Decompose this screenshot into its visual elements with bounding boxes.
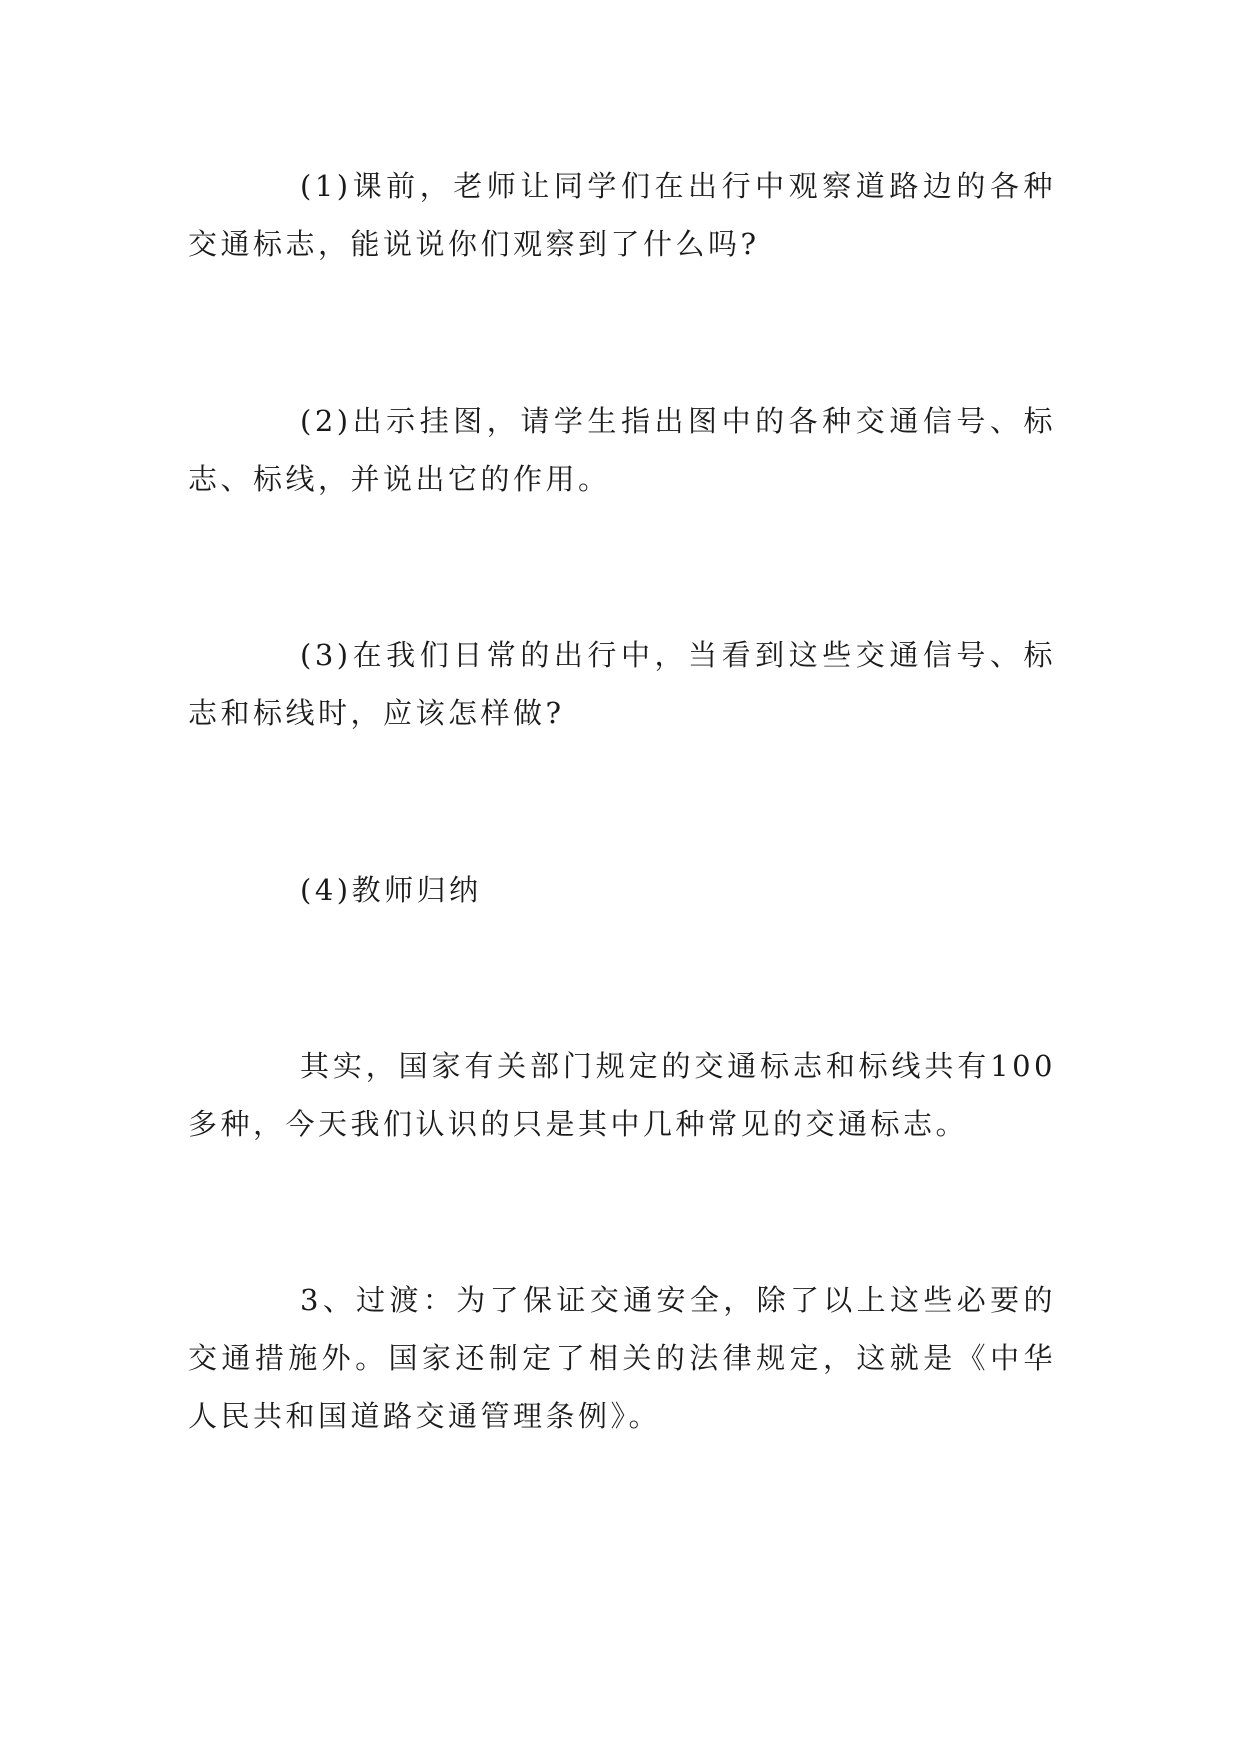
paragraph-observe-signs: (1)课前，老师让同学们在出行中观察道路边的各种交通标志，能说说你们观察到了什么吗? [188,169,1056,261]
paragraph-teacher-summary: (4)教师归纳 [300,873,482,907]
paragraph-sign-count: 其实，国家有关部门规定的交通标志和标线共有100多种，今天我们认识的只是其中几种常见的交通标志。 [188,1049,1056,1141]
paragraph-transition: 3、过渡：为了保证交通安全，除了以上这些必要的交通措施外。国家还制定了相关的法律规定，这就是《中华人民共和国道路交通管理条例》。 [188,1283,1056,1433]
paragraph-what-to-do: (3)在我们日常的出行中，当看到这些交通信号、标志和标线时，应该怎样做? [188,638,1056,730]
paragraph-show-chart: (2)出示挂图，请学生指出图中的各种交通信号、标志、标线，并说出它的作用。 [188,404,1056,496]
